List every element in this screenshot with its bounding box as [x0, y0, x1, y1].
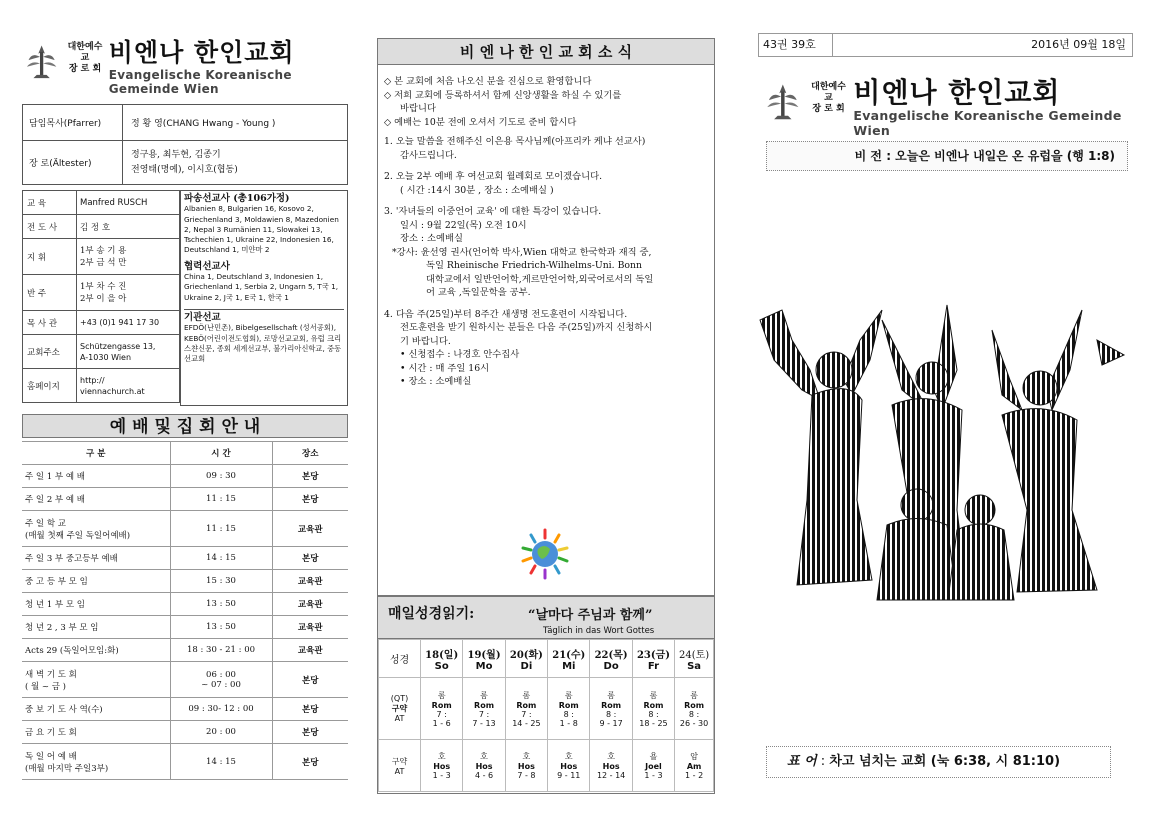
officer-value: 김 정 호 — [77, 215, 180, 239]
reading-qt-cell: 롬 Rom 8 : 18 - 25 — [632, 678, 674, 740]
reading-at-cell: 호 Hos 12 - 14 — [590, 740, 632, 792]
schedule-name-line: (매월 첫째 주일 독일어예배) — [25, 530, 131, 541]
staff-table — [22, 104, 348, 185]
schedule-time: 18 : 30 - 21 : 00 — [170, 639, 272, 662]
news-item-cont: 일시 : 9월 22일(목) 오전 10시 — [400, 219, 527, 231]
officer-value: Manfred RUSCH — [77, 191, 180, 215]
news-item-cont: • 장소 : 소예배실 — [400, 376, 472, 387]
reading-qt-cell: 롬 Rom 8 : 1 - 8 — [548, 678, 590, 740]
reading-quote: “날마다 주님과 함께” — [528, 608, 653, 623]
reading-day: 18(일) So — [421, 640, 463, 678]
motto-box: 표 어 : 차고 넘치는 교회 (눅 6:38, 시 81:10) — [766, 746, 1111, 778]
reading-day: 24(토) Sa — [675, 640, 714, 678]
reading-qt-cell: 롬 Rom 8 : 9 - 17 — [590, 678, 632, 740]
motto-text: 차고 넘치는 교회 (눅 6:38, 시 81:10) — [829, 754, 1061, 769]
reading-table — [378, 639, 714, 792]
officer-value-line: 1부 송 기 용 — [80, 245, 127, 256]
table-row — [22, 721, 348, 744]
news-item-cont: 독일 Rheinische Friedrich-Wilhelms-Uni. Bonn — [426, 260, 642, 271]
news-bullet: ◇ 본 교회에 처음 나오신 분을 진심으로 환영합니다 — [384, 76, 592, 87]
officer-value-line: Schützengasse 13, — [80, 341, 156, 351]
reading-at-cell: 호 Hos 4 - 6 — [463, 740, 505, 792]
news-item-cont: 장소 : 소예배실 — [400, 233, 463, 244]
news-item: 4. 다음 주(25일)부터 8주간 새생명 전도훈련이 시작됩니다. — [384, 308, 628, 320]
schedule-name: 주 일 1 부 예 배 — [22, 465, 170, 488]
schedule-place: 본당 — [272, 744, 348, 780]
schedule-place: 본당 — [272, 721, 348, 744]
reading-at-cell: 욜 Joel 1 - 3 — [632, 740, 674, 792]
news-bullet: ◇ 저희 교회에 등록하셔서 함께 신앙생활을 하실 수 있기를 — [384, 89, 622, 101]
officers-table — [22, 190, 180, 403]
schedule-name: Acts 29 (독일어모임:화) — [22, 639, 170, 662]
schedule-name: 중 보 기 도 사 역(수) — [22, 698, 170, 721]
officer-value — [77, 275, 180, 311]
denomination-top: 대한예수교 — [67, 42, 103, 63]
schedule-place: 본당 — [272, 488, 348, 511]
church-german-name: Evangelische Koreanische Gemeinde Wien — [108, 68, 292, 96]
table-row — [22, 616, 348, 639]
worship-people-woodcut-icon — [752, 300, 1134, 620]
news-item-cont: • 시간 : 매 주일 16시 — [400, 362, 490, 374]
reading-title: 매일성경읽기: — [388, 606, 475, 622]
mission-text: Albanien 8, Bulgarien 16, Kosovo 2, Griechenland 3, Moldawien 8, Mazedonien 2, Nepal 3 Rumänien 11, Slowakei 13, Tschechien 1, Ukraine 22, Indonesien 16, Deutschland 1, 미얀마 2 — [184, 204, 339, 255]
reading-qt-cell: 롬 Rom 7 : 14 - 25 — [505, 678, 547, 740]
table-row — [22, 698, 348, 721]
schedule-place: 본당 — [272, 662, 348, 698]
schedule-name-line: (매월 마지막 주일3부) — [25, 763, 109, 774]
officer-value — [77, 239, 180, 275]
reading-at-cell: 호 Hos 1 - 3 — [421, 740, 463, 792]
officer-role: 지 휘 — [23, 239, 77, 275]
officer-value-line: 1부 차 수 진 — [80, 281, 127, 292]
schedule-name — [22, 662, 170, 698]
reading-day: 19(월) Mo — [463, 640, 505, 678]
schedule-name — [22, 744, 170, 780]
schedule-time-line: 06 : 00 — [206, 669, 236, 680]
schedule-time: 14 : 15 — [170, 547, 272, 570]
table-row — [22, 744, 348, 780]
officer-value — [77, 335, 180, 369]
globe-children-icon — [518, 527, 572, 581]
news-body — [378, 65, 714, 389]
schedule-time: 13 : 50 — [170, 593, 272, 616]
denomination-bottom: 장 로 회 — [68, 64, 102, 74]
schedule-time: 09 : 30- 12 : 00 — [170, 698, 272, 721]
denomination — [810, 82, 848, 115]
pastor-role: 담임목사(Pfarrer) — [23, 105, 123, 141]
schedule-name: 청 년 2 , 3 부 모 임 — [22, 616, 170, 639]
officer-role: 홈페이지 — [23, 369, 77, 403]
schedule-place: 본당 — [272, 547, 348, 570]
officer-role: 교 육 — [23, 191, 77, 215]
schedule-place: 본당 — [272, 698, 348, 721]
table-row — [22, 593, 348, 616]
schedule-name: 청 년 1 부 모 임 — [22, 593, 170, 616]
denomination-top: 대한예수교 — [811, 82, 846, 103]
left-church-header — [22, 38, 352, 96]
news-item-cont: 어 교육 ,독일문학을 공부. — [426, 287, 531, 298]
schedule-time — [170, 662, 272, 698]
schedule-name: 주 일 2 부 예 배 — [22, 488, 170, 511]
news-item-cont: 기 바랍니다. — [400, 335, 451, 347]
news-item-cont: 전도훈련을 받기 원하시는 분들은 다음 주(25일)까지 신청하시 — [400, 322, 653, 333]
schedule-place: 교육관 — [272, 570, 348, 593]
officer-role: 교회주소 — [23, 335, 77, 369]
table-row — [22, 465, 348, 488]
news-bullet: ◇ 예배는 10분 전에 오셔서 기도로 준비 합시다 — [384, 116, 577, 128]
schedule-time: 11 : 15 — [170, 488, 272, 511]
schedule-time: 13 : 50 — [170, 616, 272, 639]
reading-at-cell: 호 Hos 9 - 11 — [548, 740, 590, 792]
officer-value: +43 (0)1 941 17 30 — [77, 311, 180, 335]
reading-day: 20(화) Di — [505, 640, 547, 678]
schedule-header: 장소 — [272, 442, 348, 465]
issue-date: 2016년 09월 18일 — [1031, 38, 1126, 51]
mission-text: EFDÖ(난민촌), Bibelgesellschaft (성서공회), KEBÖ(어린이전도협회), 로망선교교회, 유럽 크리스챤신문, 종회 세계선교부, 불가리아신학교, 중동선교회 — [184, 323, 342, 364]
news-item-cont: 감사드립니다. — [400, 149, 457, 161]
news-item: 3. '자녀들의 이중언어 교육' 에 대한 특강이 있습니다. — [384, 206, 602, 217]
news-box — [377, 38, 715, 596]
officer-value-line: http:// — [80, 375, 105, 385]
denomination-bottom: 장 로 회 — [812, 104, 845, 114]
schedule-place: 교육관 — [272, 639, 348, 662]
mission-title: 협력선교사 — [184, 260, 230, 272]
mission-title: 기관선교 — [184, 309, 344, 323]
table-row — [22, 547, 348, 570]
mission-title: 파송선교사 (총106가정) — [184, 193, 290, 204]
schedule-name-line: 새 벽 기 도 회 — [25, 669, 77, 680]
pastor-name: 정 황 영(CHANG Hwang - Young ) — [123, 105, 348, 141]
church-tree-logo-icon — [762, 78, 804, 124]
church-tree-logo-icon — [22, 38, 61, 84]
reading-qt-cell: 롬 Rom 7 : 7 - 13 — [463, 678, 505, 740]
schedule-header: 시 간 — [170, 442, 272, 465]
reading-day: 21(수) Mi — [548, 640, 590, 678]
reading-header — [378, 597, 714, 639]
news-item-cont: 대학교에서 일반언어학,게르만언어학,외국어로서의 독일 — [426, 273, 654, 285]
motto-label: 표 어 — [787, 754, 817, 769]
missions-box — [180, 190, 348, 406]
schedule-name — [22, 511, 170, 547]
reading-box — [377, 596, 715, 794]
church-german-name: Evangelische Koreanische Gemeinde Wien — [853, 108, 1122, 138]
elder-names — [123, 141, 348, 185]
reading-at-cell: 호 Hos 7 - 8 — [505, 740, 547, 792]
schedule-name-line: 독 일 어 예 배 — [25, 751, 77, 762]
news-title: 비 엔 나 한 인 교 회 소 식 — [378, 39, 714, 65]
schedule-table — [22, 441, 348, 780]
schedule-time: 14 : 15 — [170, 744, 272, 780]
denomination — [67, 42, 103, 75]
schedule-name: 주 일 3 부 중고등부 예배 — [22, 547, 170, 570]
reading-day: 23(금) Fr — [632, 640, 674, 678]
reading-qt-cell: 롬 Rom 8 : 26 - 30 — [675, 678, 714, 740]
table-row — [22, 662, 348, 698]
schedule-time-line: ~ 07 : 00 — [201, 679, 241, 690]
schedule-title: 예 배 및 집 회 안 내 — [22, 414, 348, 438]
issue-bar — [758, 33, 1133, 57]
schedule-place: 교육관 — [272, 616, 348, 639]
schedule-time: 11 : 15 — [170, 511, 272, 547]
issue-volume: 43권 39호 — [759, 34, 833, 56]
church-name: 비엔나 한인교회 — [853, 76, 1061, 109]
news-item: 2. 오늘 2부 예배 후 여선교회 월례회로 모이겠습니다. — [384, 171, 603, 182]
cover-church-header — [762, 78, 1122, 138]
officer-value-line: 2부 이 을 아 — [80, 293, 127, 304]
church-name: 비엔나 한인교회 — [108, 38, 295, 67]
officer-role: 목 사 관 — [23, 311, 77, 335]
elder-role: 장 로(Ältester) — [23, 141, 123, 185]
reading-qt-cell: 롬 Rom 7 : 1 - 6 — [421, 678, 463, 740]
reading-at-label: 구약 AT — [379, 740, 421, 792]
schedule-name-line: ( 월 ~ 금 ) — [25, 681, 66, 692]
reading-at-cell: 암 Am 1 - 2 — [675, 740, 714, 792]
elder-names-line2: 전영태(명예), 이시호(협동) — [131, 164, 238, 175]
reading-row-label: 성경 — [379, 640, 421, 678]
schedule-name: 중 고 등 부 모 임 — [22, 570, 170, 593]
schedule-time: 20 : 00 — [170, 721, 272, 744]
news-item-cont: • 신청접수 : 나경호 안수집사 — [400, 349, 520, 360]
schedule-name: 금 요 기 도 회 — [22, 721, 170, 744]
schedule-name-line: 주 일 학 교 — [25, 518, 66, 529]
table-row — [22, 488, 348, 511]
officer-role: 전 도 사 — [23, 215, 77, 239]
officer-value-line: viennachurch.at — [80, 386, 145, 396]
reading-day: 22(목) Do — [590, 640, 632, 678]
news-bullet-cont: 바랍니다 — [400, 103, 436, 114]
officer-role: 반 주 — [23, 275, 77, 311]
news-item-cont: ( 시간 :14시 30분 , 장소 : 소예배실 ) — [400, 184, 554, 196]
table-row — [22, 639, 348, 662]
news-item: 1. 오늘 말씀을 전해주신 이은용 목사님께(아프리카 케냐 선교사) — [384, 136, 646, 147]
homepage-link[interactable] — [77, 369, 180, 403]
table-row — [22, 511, 348, 547]
schedule-time: 15 : 30 — [170, 570, 272, 593]
officer-value-line: 2부 금 석 만 — [80, 257, 127, 268]
schedule-place: 교육관 — [272, 511, 348, 547]
schedule-time: 09 : 30 — [170, 465, 272, 488]
reading-german: Täglich in das Wort Gottes — [543, 626, 655, 636]
reading-qt-label: (QT) 구약 AT — [379, 678, 421, 740]
schedule-place: 교육관 — [272, 593, 348, 616]
schedule-header: 구 분 — [22, 442, 170, 465]
officer-value-line: A-1030 Wien — [80, 352, 132, 362]
elder-names-line1: 정구용, 최두현, 김종기 — [131, 149, 221, 160]
table-row — [22, 570, 348, 593]
vision-box: 비 전 : 오늘은 비엔나 내일은 온 유럽을 (행 1:8) — [766, 141, 1128, 171]
mission-text: China 1, Deutschland 3, Indonesien 1, Griechenland 1, Serbia 2, Ungarn 5, T국 1, Ukraine 2, J국 1, E국 1, 한국 1 — [184, 272, 339, 302]
news-item-cont: *강사: 윤선영 권사(언어학 박사,Wien 대학교 한국학과 재직 중, — [392, 246, 652, 258]
schedule-place: 본당 — [272, 465, 348, 488]
